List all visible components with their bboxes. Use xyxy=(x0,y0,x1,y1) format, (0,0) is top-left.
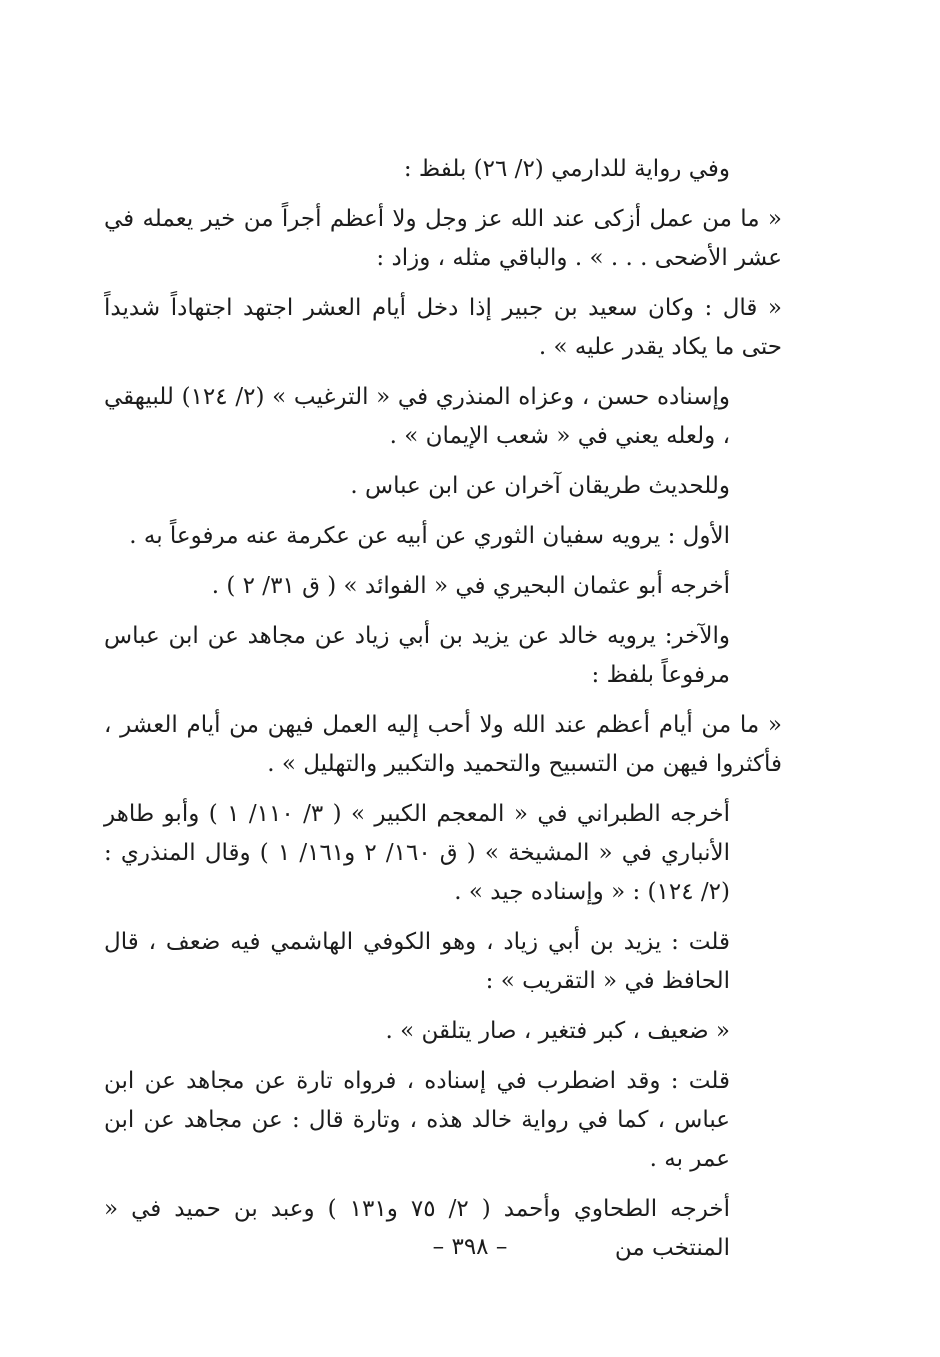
text-column xyxy=(104,150,782,1279)
paragraph: أخرجه الطحاوي وأحمد ( ٢/ ٧٥ و١٣١ ) وعبد بن حميد في « المنتخب من xyxy=(104,1196,730,1261)
paragraph: قلت : يزيد بن أبي زياد ، وهو الكوفي الهاشمي فيه ضعف ، قال الحافظ في « التقريب » : xyxy=(104,929,730,994)
paragraph: أخرجه الطبراني في « المعجم الكبير » ( ٣/ ١١٠/ ١ ) وأبو طاهر الأنباري في « المشيخة » ( ق ١٦٠/ ٢ و١٦١/ ١ ) وقال المنذري : (٢/ ١٢٤) : « وإسناده جيد » . xyxy=(104,801,730,905)
paragraph: « قال : وكان سعيد بن جبير إذا دخل أيام العشر اجتهد اجتهاداً شديداً حتى ما يكاد يقدر عليه » . xyxy=(104,295,782,360)
paragraph: قلت : وقد اضطرب في إسناده ، فرواه تارة عن مجاهد عن ابن عباس ، كما في رواية خالد هذه ، وتارة قال : عن مجاهد عن ابن عمر به . xyxy=(104,1068,730,1172)
paragraph: الأول : يرويه سفيان الثوري عن أبيه عن عكرمة عنه مرفوعاً به . xyxy=(129,523,730,549)
paragraph: وللحديث طريقان آخران عن ابن عباس . xyxy=(350,473,730,499)
paragraph: « ما من أيام أعظم عند الله ولا أحب إليه العمل فيهن من أيام العشر ، فأكثروا فيهن من التسبيح والتحميد والتكبير والتهليل » . xyxy=(104,712,782,777)
page-number: – ٣٩٨ – xyxy=(432,1234,508,1260)
paragraph: « ما من عمل أزكى عند الله عز وجل ولا أعظم أجراً من خير يعمله في عشر الأضحى . . . » . والباقي مثله ، وزاد : xyxy=(104,206,782,271)
paragraph: وفي رواية للدارمي (٢/ ٢٦) بلفظ : xyxy=(403,156,730,182)
paragraph: والآخر: يرويه خالد عن يزيد بن أبي زياد عن مجاهد عن ابن عباس مرفوعاً بلفظ : xyxy=(104,623,730,688)
paragraph: « ضعيف ، كبر فتغير ، صار يتلقن » . xyxy=(385,1018,730,1044)
paragraph: وإسناده حسن ، وعزاه المنذري في « الترغيب » (٢/ ١٢٤) للبيهقي ، ولعله يعني في « شعب الإيمان » . xyxy=(104,384,730,449)
paragraph: أخرجه أبو عثمان البحيري في « الفوائد » ( ق ٣١/ ٢ ) . xyxy=(211,573,730,599)
